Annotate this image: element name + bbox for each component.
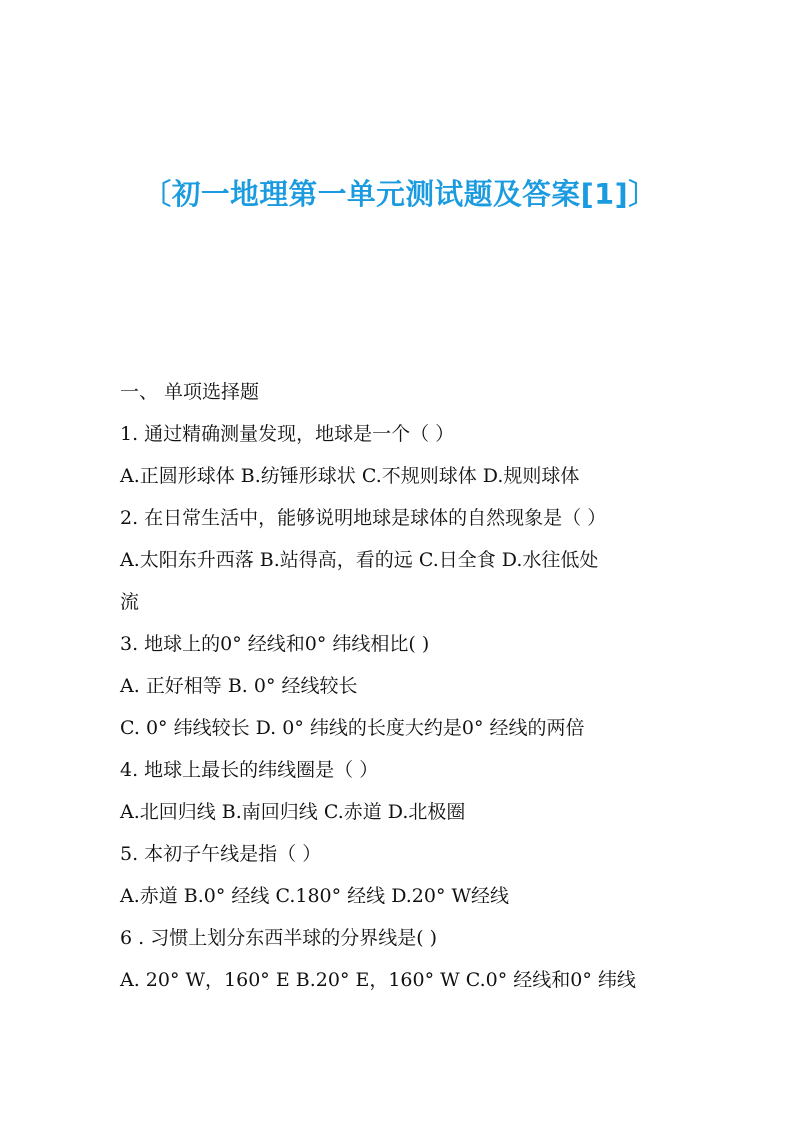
question-2: 2. 在日常生活中，能够说明地球是球体的自然现象是（ ） (120, 507, 607, 529)
question-3: 3. 地球上的0° 经线和0° 纬线相比( ) (120, 633, 430, 655)
question-3-options-ab: A. 正好相等 B. 0° 经线较长 (120, 675, 358, 697)
question-4: 4. 地球上最长的纬线圈是（ ） (120, 759, 379, 781)
question-4-options: A.北回归线 B.南回归线 C.赤道 D.北极圈 (120, 801, 466, 823)
question-5-options: A.赤道 B.0° 经线 C.180° 经线 D.20° W经线 (120, 885, 510, 907)
question-1: 1. 通过精确测量发现，地球是一个（ ） (120, 423, 455, 445)
question-6: 6 . 习惯上划分东西半球的分界线是( ) (120, 927, 438, 949)
question-1-options: A.正圆形球体 B.纺锤形球状 C.不规则球体 D.规则球体 (120, 465, 580, 487)
question-6-options: A. 20° W，160° E B.20° E，160° W C.0° 经线和0° 纬线 (120, 969, 636, 991)
document-title: 〔初一地理第一单元测试题及答案[1]〕 (142, 177, 658, 211)
section-heading: 一、 单项选择题 (120, 381, 260, 403)
question-2-options: A.太阳东升西落 B.站得高，看的远 C.日全食 D.水往低处 (120, 549, 599, 571)
question-2-options-wrap: 流 (120, 591, 140, 613)
question-5: 5. 本初子午线是指（ ） (120, 843, 322, 865)
question-3-options-cd: C. 0° 纬线较长 D. 0° 纬线的长度大约是0° 经线的两倍 (120, 717, 585, 739)
